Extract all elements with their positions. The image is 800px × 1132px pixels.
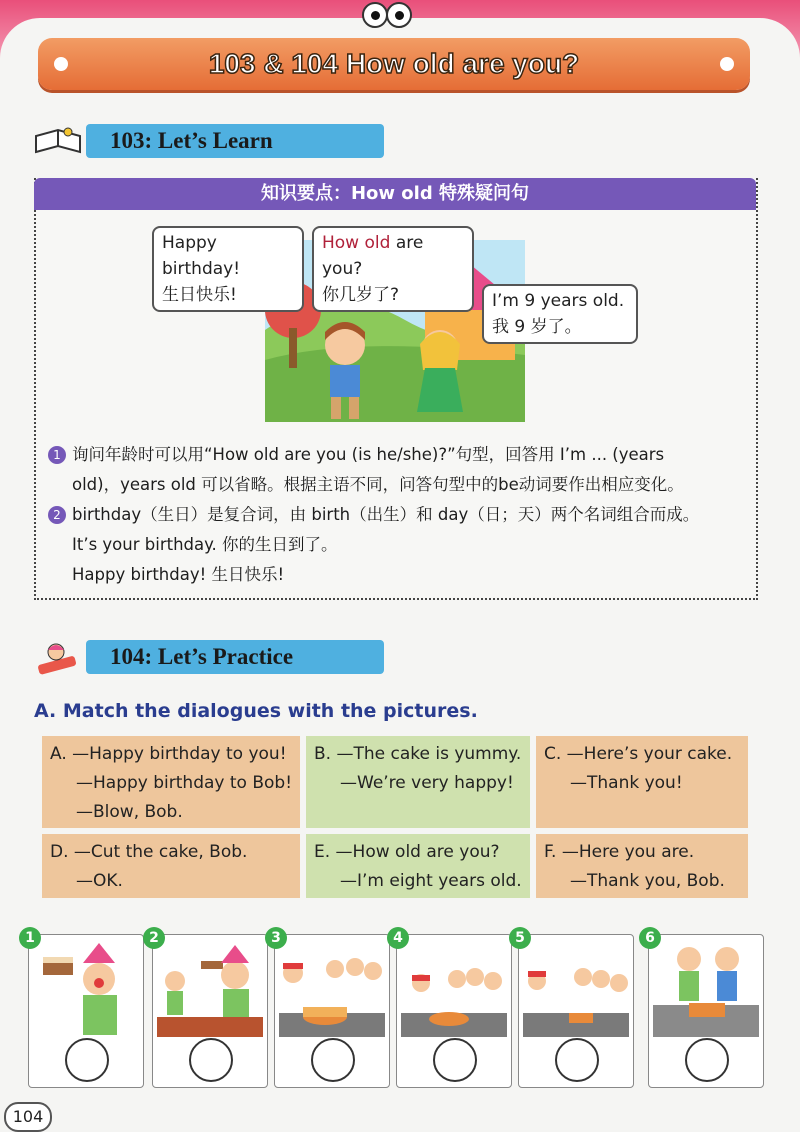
title-banner <box>38 38 750 90</box>
note-2-line-3: Happy birthday! 生日快乐! <box>72 565 285 584</box>
part-a-instruction: A. Match the dialogues with the pictures. <box>34 700 478 722</box>
practice-section-heading <box>86 640 384 674</box>
dialogue-A: A. —Happy birthday to you! —Happy birthday to Bob! —Blow, Bob. <box>42 736 300 828</box>
note-1-line-1: 1 询问年龄时可以用“How old are you (is he/she)?”句型，回答用 I’m ... (years <box>48 440 664 470</box>
dialogue-D: D. —Cut the cake, Bob. —OK. <box>42 834 300 898</box>
book-icon <box>34 126 82 156</box>
dialogue-B: B. —The cake is yummy. —We’re very happy! <box>306 736 530 828</box>
note-1-line-2: old)，years old 可以省略。根据主语不同，问答句型中的be动词要作出相应变化。 <box>72 475 684 494</box>
answer-circle-3[interactable] <box>311 1038 355 1082</box>
pencil-kid-icon <box>34 640 82 676</box>
answer-circle-5[interactable] <box>555 1038 599 1082</box>
answer-circle-2[interactable] <box>189 1038 233 1082</box>
picture-3: 3 <box>274 934 390 1088</box>
mascot-eyes <box>340 0 420 40</box>
practice-heading-text: 104: Let’s Practice <box>110 644 294 669</box>
picture-4: 4 <box>396 934 512 1088</box>
dialogue-E: E. —How old are you? —I’m eight years old. <box>306 834 530 898</box>
page-number: 104 <box>4 1102 52 1132</box>
dialogue-C: C. —Here’s your cake. —Thank you! <box>536 736 748 828</box>
picture-1: 1 <box>28 934 144 1088</box>
page-title: 103 & 104 How old are you? <box>208 48 580 79</box>
dialogue-F: F. —Here you are. —Thank you, Bob. <box>536 834 748 898</box>
knowledge-box-title: 知识要点：How old 特殊疑问句 <box>34 178 756 210</box>
picture-6: 6 <box>648 934 764 1088</box>
note-2-line-2: It’s your birthday. 你的生日到了。 <box>72 535 338 554</box>
picture-5: 5 <box>518 934 634 1088</box>
learn-section-heading <box>86 124 384 158</box>
answer-circle-4[interactable] <box>433 1038 477 1082</box>
learn-heading-text: 103: Let’s Learn <box>110 128 273 153</box>
speech-bubble-2: How old are you? 你几岁了? <box>312 226 474 312</box>
answer-circle-1[interactable] <box>65 1038 109 1082</box>
speech-bubble-1: Happy birthday! 生日快乐! <box>152 226 304 312</box>
speech-bubble-3: I’m 9 years old. 我 9 岁了。 <box>482 284 638 344</box>
answer-circle-6[interactable] <box>685 1038 729 1082</box>
note-2-line-1: 2 birthday（生日）是复合词，由 birth（出生）和 day（日；天）两个名词组合而成。 <box>48 500 699 530</box>
picture-2: 2 <box>152 934 268 1088</box>
